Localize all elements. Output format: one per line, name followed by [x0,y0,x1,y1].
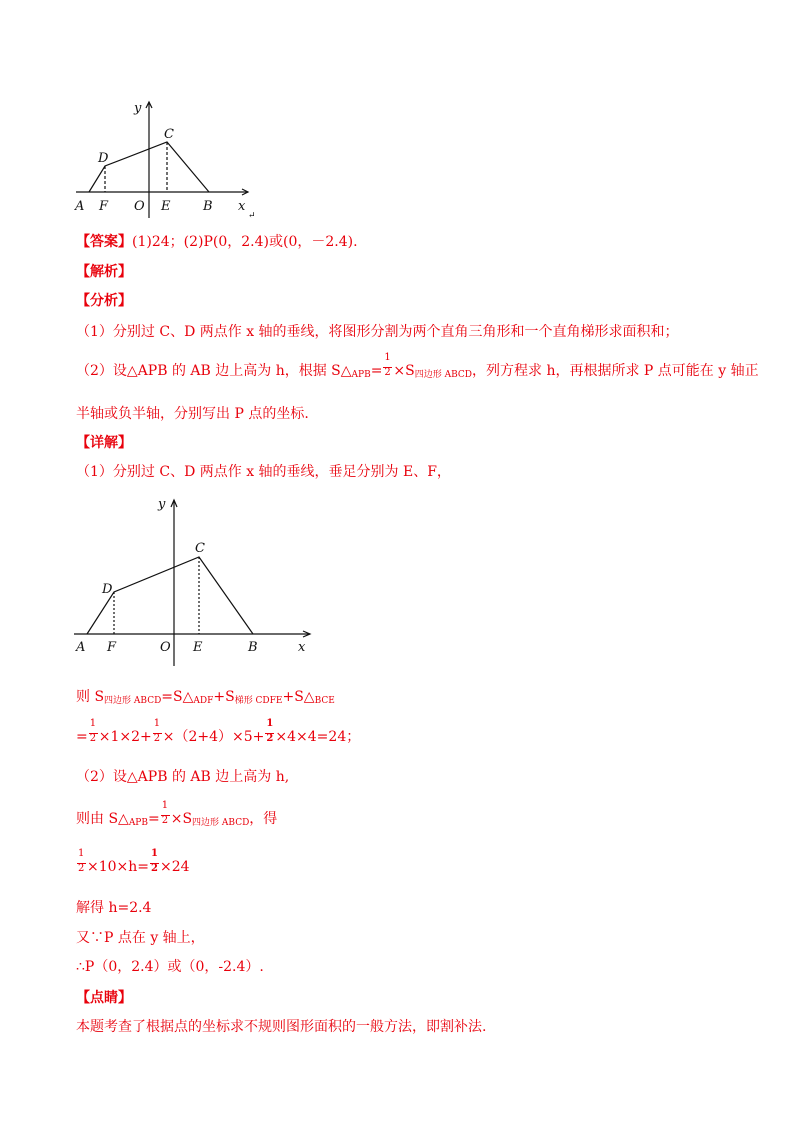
fenxi-2-part-a: （2）设△APB 的 AB 边上高为 h，根据 S△ [76,363,352,379]
label-e: E [193,640,203,655]
calc-line-4 [76,800,278,832]
calc-5-part-a: ×10×h= [87,859,150,875]
fenxi-line-3: 半轴或负半轴，分别写出 P 点的坐标. [76,406,309,422]
calc-2-part-b: ×1×2+ [98,729,152,745]
answer-tag: 【答案】 [76,234,132,250]
comment-tag: 【点睛】 [76,990,132,1006]
calc-1-sub-cdfe: 梯形 CDFE [234,696,283,706]
calc-line-1 [76,688,335,710]
answer-text: (1)24；(2)P(0，2.4)或(0，－2.4). [132,234,358,250]
calc-4-sub-apb: APB [128,818,148,828]
calc-4-part-c: ×S [170,811,193,827]
return-mark: ↵ [248,211,256,221]
figure-1-coordinate-diagram [70,96,270,222]
label-b: B [203,199,213,214]
detail-line-1: （1）分别过 C、D 两点作 x 轴的垂线，垂足分别为 E、F， [76,464,451,480]
fraction-half: $\frac{1}{2}$ [151,848,158,874]
figure-2-coordinate-diagram [70,490,320,668]
fenxi-line-1: （1）分别过 C、D 两点作 x 轴的垂线，将图形分割为两个直角三角形和一个直角梯形求面积和； [76,324,679,340]
analysis-tag: 【解析】 [76,264,132,280]
calc-line-6: 解得 h=2.4 [76,900,152,916]
calc-1-part-a: 则 S [76,689,105,705]
calc-line-2 [76,718,361,746]
comment-text: 本题考查了根据点的坐标求不规则图形面积的一般方法，即割补法. [76,1019,487,1035]
fraction-half: $\frac{1}{2}$ [153,718,161,744]
calc-1-part-d: +S△ [282,689,315,705]
calc-1-sub-bce: BCE [314,696,335,706]
calc-1-sub-adf: ADF [193,696,214,706]
calc-line-3: （2）设△APB 的 AB 边上高为 h, [76,769,290,785]
label-y: y [158,497,166,512]
label-c: C [164,127,174,142]
fraction-half: $\frac{1}{2}$ [384,352,391,378]
fenxi-line-2 [76,352,759,384]
fenxi-2-sub-abcd: 四边形 ABCD [414,370,472,380]
calc-1-part-b: =S△ [161,689,194,705]
calc-5-part-b: ×24 [160,859,190,875]
calc-4-part-d: ，得 [249,811,278,827]
fenxi-2-part-d: ，列方程求 h，再根据所求 P 点可能在 y 轴正 [472,363,759,379]
label-b: B [248,640,258,655]
fenxi-2-equals: = [370,363,383,379]
calc-1-part-c: +S [213,689,235,705]
calc-line-7: 又∵P 点在 y 轴上， [76,930,205,946]
calc-line-8: ∴P（0，2.4）或（0，-2.4）. [76,959,264,975]
fraction-half: $\frac{1}{2}$ [161,800,169,826]
fenxi-2-part-c: ×S [393,363,415,379]
calc-4-equals: = [147,811,160,827]
label-c: C [195,541,205,556]
label-e: E [161,199,171,214]
fraction-half: $\frac{1}{2}$ [89,718,97,744]
label-f: F [107,640,117,655]
answer-line [76,233,358,251]
label-o: O [134,199,145,214]
detail-tag: 【详解】 [76,435,132,451]
label-x: x [298,640,306,655]
calc-line-5 [76,848,190,876]
fenxi-tag: 【分析】 [76,293,132,309]
label-d: D [102,582,113,597]
label-f: F [99,199,109,214]
calc-4-sub-abcd: 四边形 ABCD [192,818,250,828]
label-a: A [76,640,86,655]
label-d: D [98,151,109,166]
fenxi-2-sub-apb: APB [351,370,371,380]
calc-2-part-d: ×4×4=24； [275,729,361,745]
label-o: O [160,640,171,655]
label-y: y [134,101,142,116]
label-a: A [75,199,85,214]
fraction-half: $\frac{1}{2}$ [78,848,85,874]
label-x: x [238,199,246,214]
calc-4-part-a: 则由 S△ [76,811,129,827]
calc-2-part-c: ×（2+4）×5+ [162,729,265,745]
calc-2-equals: = [76,729,88,745]
calc-1-sub-abcd: 四边形 ABCD [104,696,162,706]
fraction-half: $\frac{1}{2}$ [266,718,274,744]
